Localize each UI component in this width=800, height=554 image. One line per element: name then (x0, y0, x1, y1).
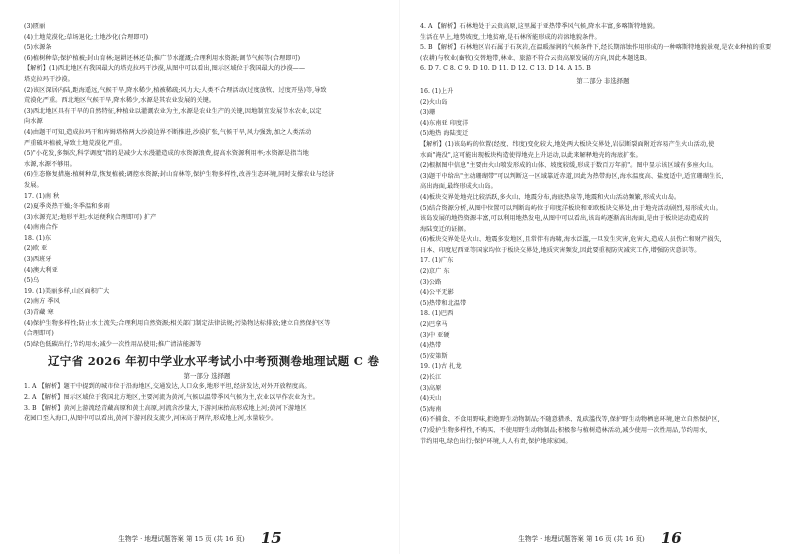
answer-page-16 (400, 0, 800, 554)
answer-line: (4)天山 (420, 395, 442, 403)
answer-line: (5)地热 海陆变迁 (420, 130, 469, 138)
answer-line: 6. D 7. C 8. C 9. D 10. D 11. D 12. C 13. D 14. A 15. B (420, 65, 591, 73)
answer-line: (2)夏季炎热干燥;冬季温和多雨 (24, 203, 110, 211)
answer-line: (合理即可) (24, 330, 54, 338)
answer-line: 花园口至入海口,从图中可以看出,黄河下游河段支流少,河床高于两岸,形成地上河,水量较少。 (24, 415, 278, 423)
right-q19 (420, 362, 786, 447)
answer-line: 17. (1)广东 (420, 257, 454, 265)
answer-line: 高出海面,最终形成火山岛。 (420, 183, 497, 191)
answer-line: (3)西班牙 (24, 256, 52, 264)
answer-line: (5)水源条 (24, 44, 52, 52)
answer-line: 日本、印度尼西亚等国家均位于板块交界处,地质灾害频发,因此要重视防灾减灾工作,增强防灾意识等。 (420, 246, 701, 254)
answer-line: (4)由题干可知,造成拉玛干和库姆塔格两大沙漠边界不断推进,沙漠扩张,气候干旱,风力强劲,加之人类活动 (24, 128, 312, 136)
answer-line: (2)长江 (420, 374, 442, 381)
answer-line: (3)中 亚硬 (420, 331, 450, 339)
answer-line: (5)安第斯 (420, 352, 448, 360)
answer-line: 【解析】(1)该岛屿的位置(经度、纬度)变化较大,地处两大板块交界处,岩层断裂面附近容易产生火山活动,使 (420, 140, 715, 148)
answer-line: (4)热带 (420, 342, 442, 350)
answer-line: 19. (1)美丽多样,山区面积广大 (24, 287, 110, 295)
answer-line: 荒漠化严重。西北地区气候干旱,降水稀少,水源是其农业发展的关键。 (24, 97, 216, 105)
right-q17 (420, 256, 786, 309)
answer-line: 海陆变迁的证据。 (420, 225, 470, 233)
answer-line: (2)欧 亚 (24, 245, 48, 253)
right-q18 (420, 309, 786, 362)
answer-line: 发展。 (24, 181, 43, 189)
answer-line: (3)匮丽 (24, 23, 46, 30)
answer-line: (2)根据图中信息"主要由火山喷发形成的山体、坡度较缓,形成于数百万年前"。图中显示该区域有多座火山。 (420, 162, 718, 170)
answer-line: 严重破坏植被,导致土地荒漠化严重。 (24, 139, 126, 147)
answer-line: (2)京广 东 (420, 268, 450, 276)
answer-line: 18. (1)东 (24, 234, 52, 242)
section-title-choice: 第一部分 选择题 (183, 372, 231, 381)
left-q17 (24, 192, 390, 234)
answer-line: (4)东南亚 印度洋 (420, 119, 469, 127)
answer-line: (6)板块交界处是火山、地震多发地区,且常伴有海啸,海水泛滥,一旦发生灾害,危害大,造成人员伤亡和财产损失, (420, 236, 722, 244)
answer-line: 该岛发展的地热资源丰富,可以利用地热发电,从图中可以看出,该岛屿逐渐高出海面,是由于板块运动造成的 (420, 215, 709, 223)
answer-line: 【解析】(1)西北地区有我国最大的塔克拉玛干沙漠,从图中可以看出,图示区域位于我国最大的沙漠—— (24, 65, 306, 73)
answer-line: 4. A 【解析】石林地处于云贵高原,这里属于亚热带季风气候,降水丰富,多喀斯特地貌。 (420, 23, 659, 30)
answer-line: (5)海南 (420, 405, 442, 413)
answer-line: 5. B 【解析】石林地区岩石属于石灰岩,在温暖湿润的气候条件下,经长期溶蚀作用形成的一种喀斯特地貌景观,是农业种植的重要 (420, 44, 772, 52)
answer-line: (7)爱护生物多样性,不购买、不使用野生动物制品;积极参与植树造林活动,减少使用一次性用品,节约用水, (420, 426, 708, 434)
left-top-answers (24, 22, 390, 192)
answer-line: 17. (1)南 秋 (24, 192, 60, 200)
answer-line: (5)热带和北温带 (420, 299, 467, 307)
answer-line: 19. (1)古 扎龙 (420, 363, 462, 371)
answer-line: (4)公平无影 (420, 289, 454, 297)
footer-text: 生物学 · 地理试题答案 第 15 页 (共 16 页) (118, 535, 245, 543)
answer-line: 塔克拉玛干沙漠。 (24, 75, 74, 83)
answer-line: (3)公路 (420, 278, 442, 286)
answer-line: (3)西北地区具有干旱的自然特征,种植业以灌溉农业为主,水源是农业生产的关键,因地制宜发展节水农业,以定 (24, 107, 322, 115)
answer-line: (2)该区深居内陆,距海遥远,气候干旱,降水稀少,植被稀疏;风力大;人类不合理活动(过度放牧、过度开垦)等,导致 (24, 86, 327, 94)
answer-line: (3)高原 (420, 384, 442, 392)
answer-line: (6)不捕食、不食用野味,拒绝野生动物制品;不随意猎杀、乱砍滥伐等,保护野生动物栖息环境,建立自然保护区, (420, 416, 720, 424)
answer-line: (4)澳大利亚 (24, 266, 58, 274)
page-number: 16 (660, 529, 682, 547)
answer-line: (4)保护生物多样性;防止水土流失;合理利用自然资源;相关部门制定法律法规;污染物达标排放;建立自然保护区等 (24, 319, 331, 327)
answer-line: (2)南方 季风 (24, 298, 60, 306)
page-footer-16 (400, 531, 800, 546)
answer-line: (6)植树种草;保护植被;封山育林;退耕还林还草;推广节水灌溉;合理利用水资源;调节气候等(合理即可) (24, 54, 301, 62)
page-number: 15 (260, 529, 282, 547)
answer-line: (3)水源充足;地形平坦;水运便利(合理即可) 扩产 (24, 213, 157, 221)
answer-line: (6)生态修复措施:植树种草,恢复植被;调控水资源;封山育林等,保护生物多样性,改善生态环境,同时支撑农业与经济 (24, 171, 335, 179)
left-choice-answers (24, 382, 390, 424)
left-q18 (24, 234, 390, 287)
answer-line: 16. (1)上升 (420, 87, 454, 95)
answer-line: (4)南南合作 (24, 224, 58, 232)
answer-line: 2. A 【解析】图示区域位于我国北方地区,主要河流为黄河,气候以温带季风气候为主,农业以旱作农业为主。 (24, 394, 320, 401)
answer-line: (4)板块交界处地壳比较活跃,多火山、地震分布,海底热泉等,地震和火山活动频繁,形成火山岛。 (420, 193, 681, 201)
answer-line: (5)绿色低碳出行;节约用水;减少一次性用品使用;推广清洁能源等 (24, 340, 202, 348)
answer-line: (5)乌 (24, 277, 40, 285)
answer-line: (农耕)与牧业(畜牧)交替地带,林业、旅游不符合云贵高原发展的方向,因此本题选B。 (420, 54, 651, 62)
answer-line: 生活在旱上,地势坡度,土地贫瘠,是石林所能形成的岩溶地貌条件。 (420, 33, 601, 41)
answer-line: (5)"小花发,多频次,科学调度"指的是减少大水漫灌造成的水资源浪费,提高水资源利用率;水资源是指当地 (24, 150, 309, 158)
page-footer-15 (0, 531, 400, 546)
answer-line: (2)巴拿马 (420, 321, 448, 329)
footer-text: 生物学 · 地理试题答案 第 16 页 (共 16 页) (518, 535, 645, 543)
left-q19 (24, 287, 390, 351)
answer-line: 1. A 【解析】题干中提到的城市位于沿海地区,交通发达,人口众多,地形平坦,经济发达,对外开放程度高。 (24, 383, 311, 391)
section-title-nonchoice: 第二部分 非选择题 (576, 76, 630, 85)
answer-line: (3)题干中给出"主动珊瑚带"可以判断这一区域靠近赤道,因此为热带海区,海水温度高、盐度适中,适宜珊瑚生长, (420, 172, 724, 180)
answer-line: 18. (1)巴西 (420, 310, 454, 318)
answer-line: 向水源 (24, 118, 43, 126)
answer-line: 水面"淹没",这可能出现板块构造使得地壳上升运动,以此来解释地壳的海底扩张。 (420, 151, 642, 159)
answer-line: (3)珊 (420, 109, 436, 117)
answer-line: (5)结合资源分析,从图中位置可以判断岛屿位于印度洋板块和亚欧板块交界处,由于地壳活动剧烈,易形成火山。 (420, 204, 722, 212)
exam-title: 辽宁省 2026 年初中学业水平考试小中考预测卷地理试题 C 卷 (48, 354, 380, 369)
answer-line: (3)青藏 寒 (24, 309, 54, 317)
answer-line: (4)土地荒漠化;草场退化;土地沙化(合理即可) (24, 33, 149, 41)
right-top-answers (420, 22, 786, 75)
answer-line: 3. B 【解析】黄河上游流经青藏高原和黄土高原,河流含沙量大,下游河床抬高形成地上河;黄河下游地区 (24, 404, 307, 412)
answer-line: 节约用电,绿色出行;保护环境,人人有责,保护地球家园。 (420, 437, 572, 445)
answer-line: 水源,水源不够用。 (24, 160, 76, 168)
right-q16 (420, 87, 786, 257)
answer-line: (2)火山岛 (420, 98, 448, 106)
